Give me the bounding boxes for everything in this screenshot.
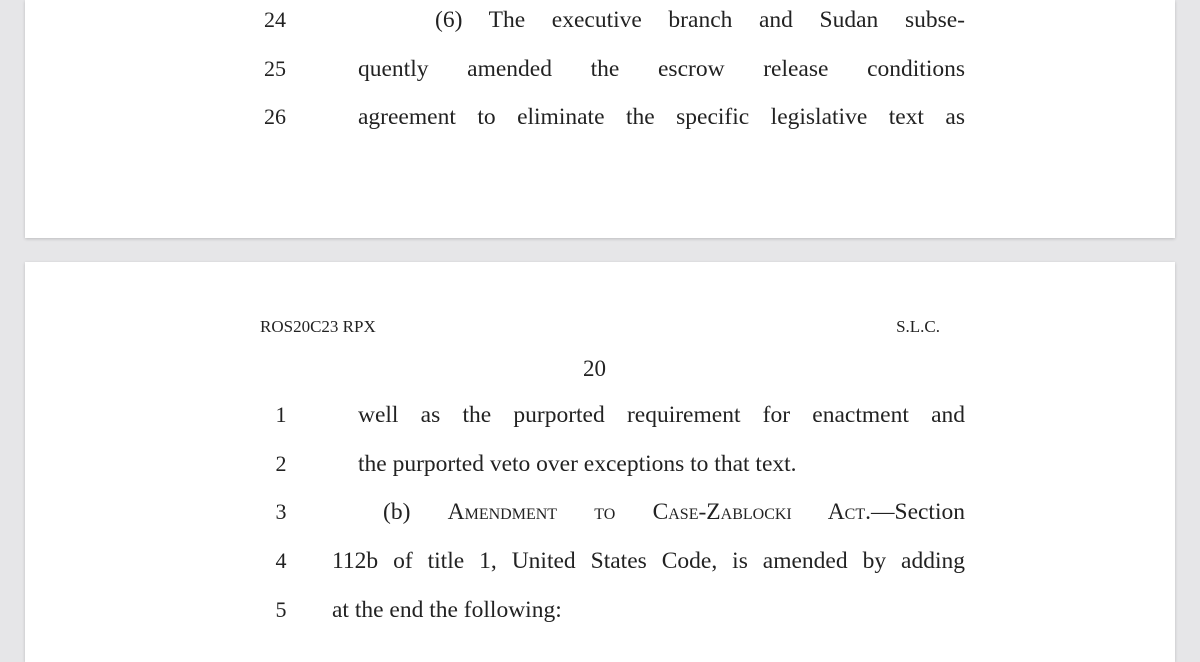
subsection-marker: (b) xyxy=(383,499,448,525)
slc-header: S.L.C. xyxy=(896,317,940,336)
line-number: 4 xyxy=(275,548,287,573)
line-number: 1 xyxy=(275,402,287,427)
line-text: (6) The executive branch and Sudan subse- xyxy=(435,7,965,33)
line-number: 25 xyxy=(264,56,286,81)
line-number: 3 xyxy=(275,499,287,524)
document-page-bottom xyxy=(25,262,1175,662)
page-number: 20 xyxy=(583,356,606,381)
line-text: 112b of title 1, United States Code, is amended by adding xyxy=(332,548,965,574)
line-text xyxy=(383,500,965,524)
line-number: 24 xyxy=(264,7,286,32)
line-text: quently amended the escrow release conditions xyxy=(358,56,965,82)
line-text: well as the purported requirement for enactment and xyxy=(358,402,965,428)
line-text: agreement to eliminate the specific legislative text as xyxy=(358,104,965,130)
line-number: 2 xyxy=(275,451,287,476)
line-text: the purported veto over exceptions to that text. xyxy=(358,451,797,477)
line-number: 26 xyxy=(264,104,286,129)
document-page-top xyxy=(25,0,1175,238)
line-number: 5 xyxy=(275,597,287,622)
line-text: at the end the following: xyxy=(332,597,562,623)
subsection-heading: Amendment to Case-Zablocki Act. xyxy=(447,499,871,525)
document-id-header: ROS20C23 RPX xyxy=(260,317,376,336)
subsection-continuation: —Section xyxy=(871,499,965,525)
